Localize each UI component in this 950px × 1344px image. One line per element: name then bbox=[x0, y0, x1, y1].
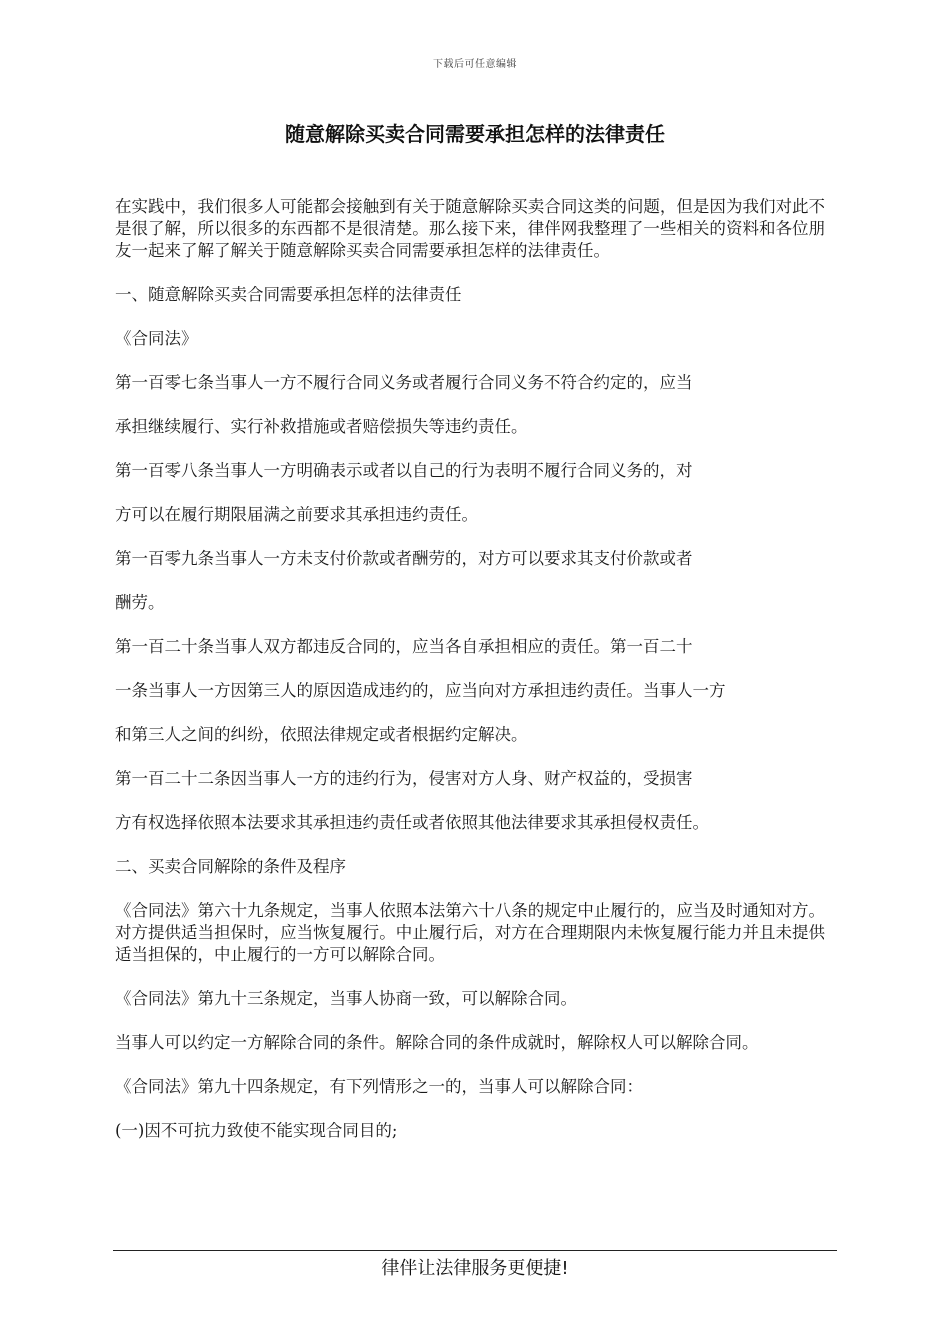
article-108-line-2: 方可以在履行期限届满之前要求其承担违约责任。 bbox=[115, 505, 478, 524]
article-107-line-1: 第一百零七条当事人一方不履行合同义务或者履行合同义务不符合约定的，应当 bbox=[115, 373, 693, 392]
document-body bbox=[115, 196, 825, 1164]
law-reference: 《合同法》 bbox=[115, 329, 198, 348]
article-122-line-1: 第一百二十二条因当事人一方的违约行为，侵害对方人身、财产权益的，受损害 bbox=[115, 769, 693, 788]
article-107-line-2: 承担继续履行、实行补救措施或者赔偿损失等违约责任。 bbox=[115, 417, 528, 436]
article-120-line-3: 和第三人之间的纠纷，依照法律规定或者根据约定解决。 bbox=[115, 725, 528, 744]
list-item-1: (一)因不可抗力致使不能实现合同目的; bbox=[115, 1121, 398, 1140]
header-note: 下载后可任意编辑 bbox=[433, 59, 517, 70]
intro-paragraph: 在实践中，我们很多人可能都会接触到有关于随意解除买卖合同这类的问题，但是因为我们对此不是很了解，所以很多的东西都不是很清楚。那么接下来，律伴网我整理了一些相关的资料和各位朋友一起来了解了解关于随意解除买卖合同需要承担怎样的法律责任。 bbox=[115, 197, 825, 260]
termination-condition-paragraph: 当事人可以约定一方解除合同的条件。解除合同的条件成就时，解除权人可以解除合同。 bbox=[115, 1033, 759, 1052]
article-93-paragraph: 《合同法》第九十三条规定，当事人协商一致，可以解除合同。 bbox=[115, 989, 577, 1008]
article-109-line-1: 第一百零九条当事人一方未支付价款或者酬劳的，对方可以要求其支付价款或者 bbox=[115, 549, 693, 568]
section-heading-1: 一、随意解除买卖合同需要承担怎样的法律责任 bbox=[115, 285, 462, 304]
article-109-line-2: 酬劳。 bbox=[115, 593, 165, 612]
article-122-line-2: 方有权选择依照本法要求其承担违约责任或者依照其他法律要求其承担侵权责任。 bbox=[115, 813, 709, 832]
article-69-paragraph: 《合同法》第六十九条规定，当事人依照本法第六十八条的规定中止履行的，应当及时通知对方。对方提供适当担保时，应当恢复履行。中止履行后，对方在合理期限内未恢复履行能力并且未提供适当担保的，中止履行的一方可以解除合同。 bbox=[115, 901, 825, 964]
article-120-line-2: 一条当事人一方因第三人的原因造成违约的，应当向对方承担违约责任。当事人一方 bbox=[115, 681, 726, 700]
footer-slogan: 律伴让法律服务更便捷! bbox=[381, 1258, 569, 1279]
footer-divider bbox=[113, 1250, 837, 1251]
article-108-line-1: 第一百零八条当事人一方明确表示或者以自己的行为表明不履行合同义务的，对 bbox=[115, 461, 693, 480]
section-heading-2: 二、买卖合同解除的条件及程序 bbox=[115, 857, 346, 876]
article-120-line-1: 第一百二十条当事人双方都违反合同的，应当各自承担相应的责任。第一百二十 bbox=[115, 637, 693, 656]
article-94-paragraph: 《合同法》第九十四条规定，有下列情形之一的，当事人可以解除合同： bbox=[115, 1077, 643, 1096]
document-title: 随意解除买卖合同需要承担怎样的法律责任 bbox=[285, 122, 665, 146]
